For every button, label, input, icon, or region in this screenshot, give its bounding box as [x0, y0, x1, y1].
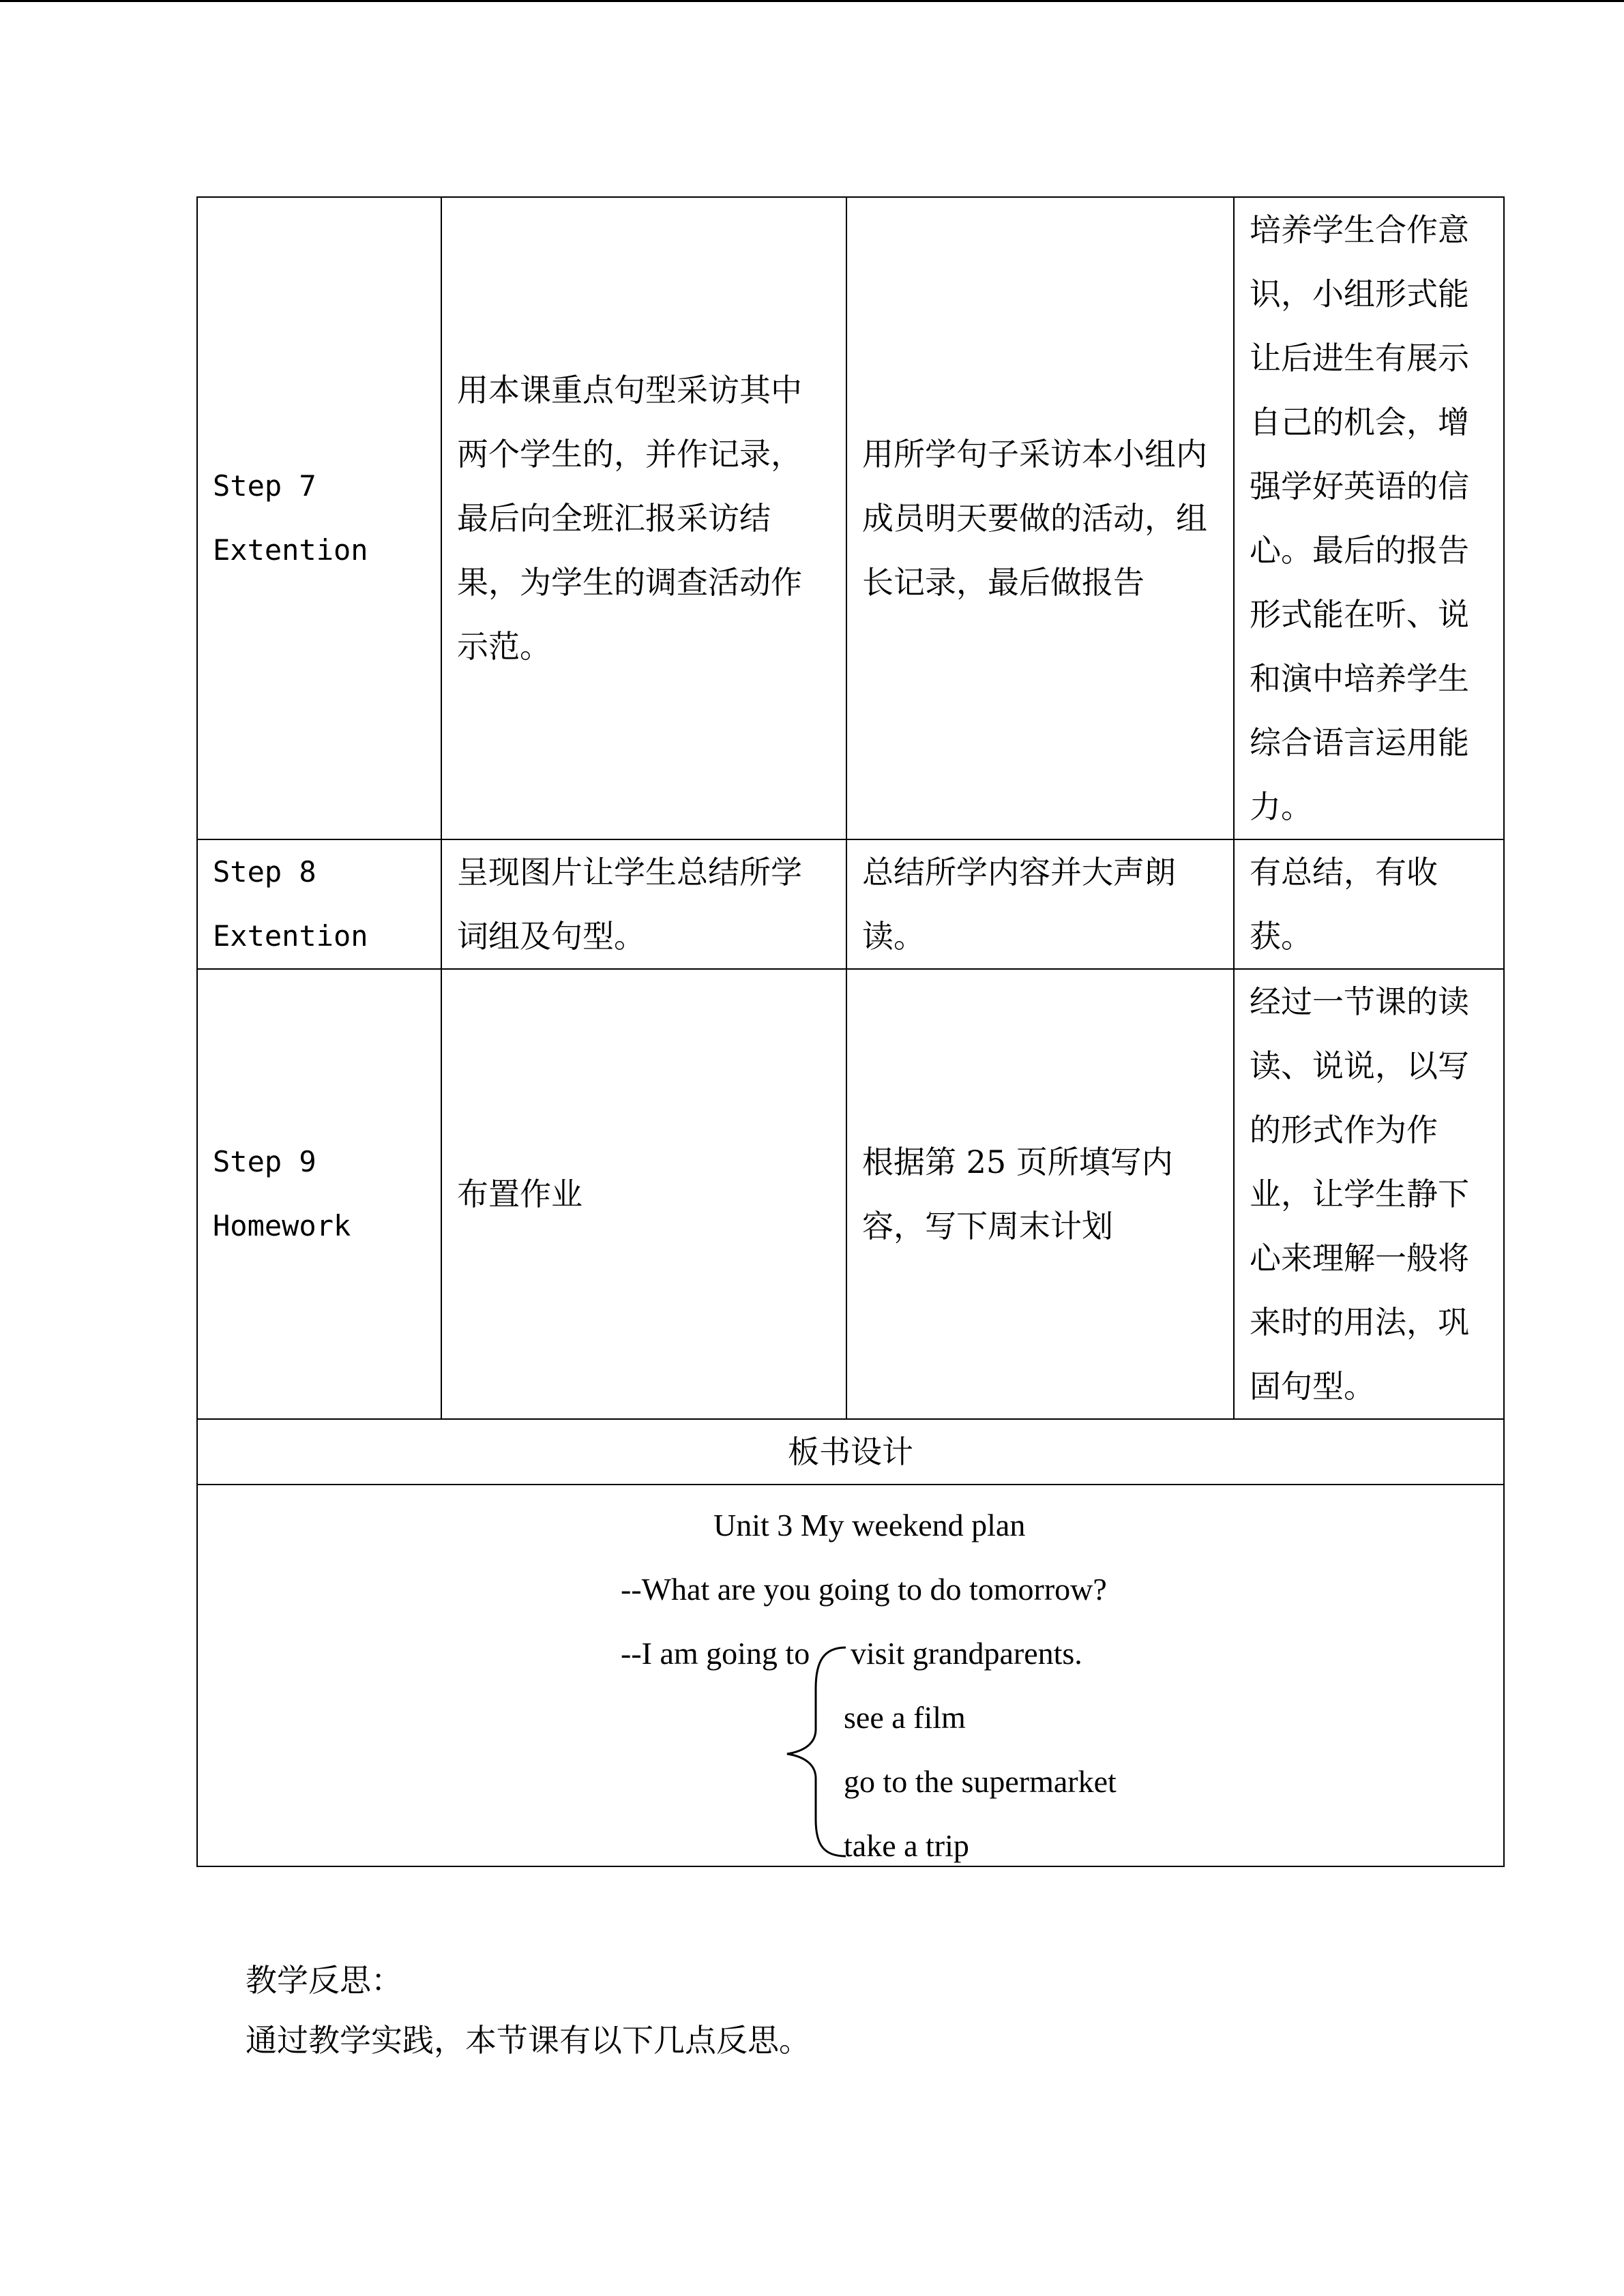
step-label: Step 9 [213, 1145, 316, 1178]
table-row-step-8 [197, 839, 1504, 969]
board-title: Unit 3 My weekend plan [713, 1508, 1026, 1542]
step-label: Step 7 [213, 469, 316, 503]
table-row-step-9 [197, 969, 1504, 1419]
step-title: Homework [213, 1209, 351, 1242]
teacher-activity-cell: 用本课重点句型采访其中两个学生的，并作记录，最后向全班汇报采访结果，为学生的调查活动作示范。 [441, 197, 846, 839]
reflection-text: 通过教学实践，本节课有以下几点反思。 [246, 2022, 810, 2059]
student-activity-cell: 用所学句子采访本小组内成员明天要做的活动，组长记录，最后做报告 [846, 197, 1234, 839]
step-cell [197, 969, 441, 1419]
board-option: visit grandparents. [851, 1636, 1082, 1671]
curly-brace-icon [783, 1641, 848, 1862]
reflection-label: 教学反思： [246, 1962, 402, 1999]
step-cell [197, 197, 441, 839]
purpose-cell: 经过一节课的读读、说说，以写的形式作为作业，让学生静下心来理解一般将来时的用法，巩固句型。 [1234, 969, 1504, 1419]
teacher-activity-cell: 布置作业 [441, 969, 846, 1419]
board-design-cell [197, 1485, 1504, 1866]
student-activity-cell: 总结所学内容并大声朗读。 [846, 839, 1234, 969]
board-answer-prefix: --I am going to [621, 1636, 810, 1671]
board-design-header-row [197, 1419, 1504, 1485]
purpose-cell: 培养学生合作意识，小组形式能让后进生有展示自己的机会，增强学好英语的信心。最后的报告形式能在听、说和演中培养学生综合语言运用能力。 [1234, 197, 1504, 839]
step-title: Extention [213, 919, 368, 953]
step-cell [197, 839, 441, 969]
step-label: Step 8 [213, 855, 316, 889]
table-row-step-7 [197, 197, 1504, 839]
board-design-header: 板书设计 [197, 1419, 1504, 1485]
lesson-plan-table [196, 196, 1505, 1867]
purpose-cell: 有总结，有收获。 [1234, 839, 1504, 969]
board-design-row [197, 1485, 1504, 1866]
board-option: go to the supermarket [844, 1764, 1117, 1799]
teacher-activity-cell: 呈现图片让学生总结所学词组及句型。 [441, 839, 846, 969]
page-top-rule [0, 0, 1624, 2]
board-question: --What are you going to do tomorrow? [621, 1572, 1107, 1607]
board-option: take a trip [844, 1828, 969, 1863]
student-activity-cell: 根据第 25 页所填写内容，写下周末计划 [846, 969, 1234, 1419]
board-option: see a film [844, 1700, 966, 1735]
step-title: Extention [213, 533, 368, 567]
